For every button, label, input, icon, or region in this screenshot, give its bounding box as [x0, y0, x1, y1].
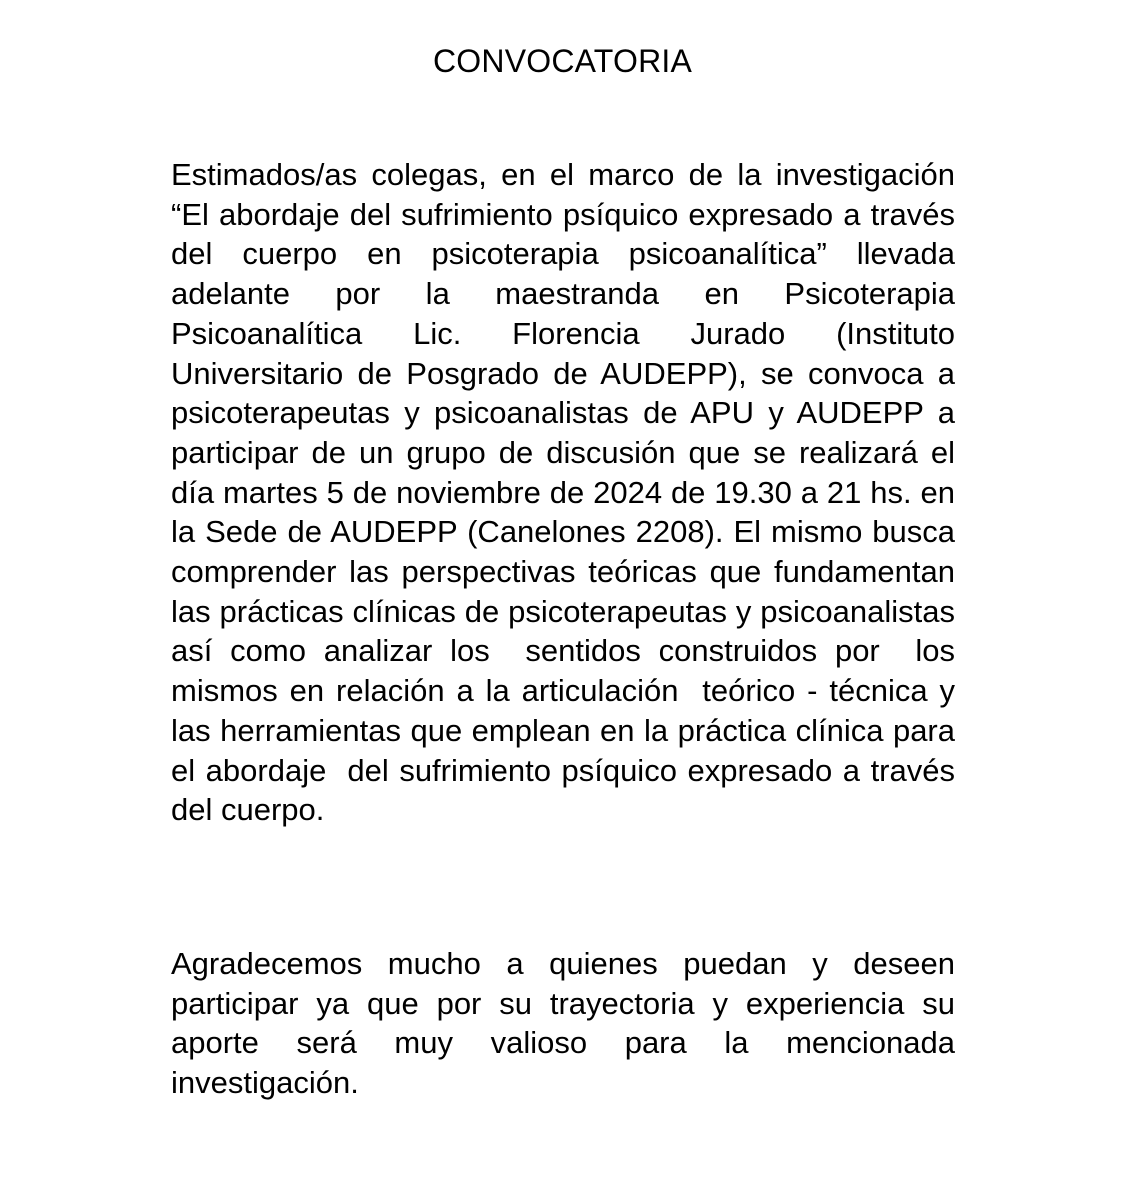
thanks-paragraph: Agradecemos mucho a quienes puedan y deseen participar ya que por su trayectoria y experiencia su aporte será muy valioso para la mencionada investigación.: [171, 946, 964, 1101]
document-title: CONVOCATORIA: [432, 43, 693, 79]
call-paragraph: Estimados/as colegas, en el marco de la investigación “El abordaje del sufrimiento psíquico expresado a través del cuerpo en psicoterapia psicoanalítica” llevada adelante por la maestranda en Psicoterapia Psicoanalítica Lic. Florencia Jurado (Instituto Universitario de Posgrado de AUDEPP), se convoca a psicoterapeutas y psicoanalistas de APU y AUDEPP a participar de un grupo de discusión que se realizará el día martes 5 de noviembre de 2024 de 19.30 a 21 hs. en la Sede de AUDEPP (Canelones 2208). El mismo busca comprender las perspectivas teóricas que fundamentan las prácticas clínicas de psicoterapeutas y psicoanalistas así como analizar los sentidos construidos por los mismos en relación a la articulación teórico - técnica y las herramientas que emplean en la práctica clínica para el abordaje del sufrimiento psíquico expresado a través del cuerpo.: [171, 157, 973, 828]
